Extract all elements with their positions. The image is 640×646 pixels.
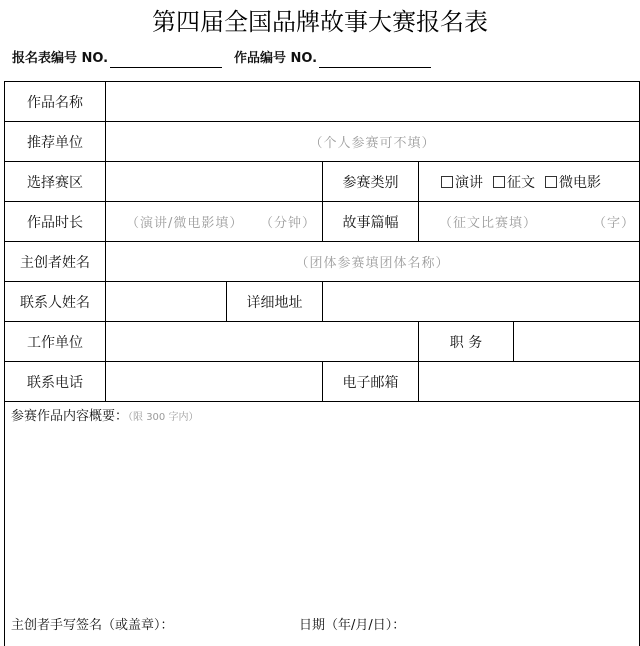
row-contact-address <box>5 282 639 322</box>
duration-field[interactable] <box>105 202 322 241</box>
length-hint: （征文比赛填） <box>439 216 538 231</box>
author-hint: （团体参赛填团体名称） <box>295 256 450 271</box>
form-number-label: 报名表编号 NO. <box>12 51 109 66</box>
length-label: 故事篇幅 <box>322 202 418 241</box>
phone-field[interactable] <box>105 362 322 401</box>
category-option-essay[interactable] <box>493 172 535 192</box>
position-label: 职 务 <box>418 322 513 361</box>
row-phone-email <box>5 362 639 402</box>
checkbox-icon <box>493 176 505 188</box>
region-label: 选择赛区 <box>27 174 83 191</box>
duration-unit: （分钟） <box>259 216 316 231</box>
phone-label: 联系电话 <box>27 374 83 391</box>
work-name-label: 作品名称 <box>27 94 83 111</box>
recommender-field[interactable] <box>105 122 639 161</box>
row-work-name <box>5 82 639 122</box>
author-label: 主创者姓名 <box>20 254 90 271</box>
address-field[interactable] <box>322 282 639 321</box>
length-unit: （字） <box>592 216 635 231</box>
registration-form <box>4 81 640 646</box>
category-label: 参赛类别 <box>322 162 418 201</box>
row-duration-length <box>5 202 639 242</box>
category-option-film[interactable] <box>545 172 601 192</box>
contact-field[interactable] <box>105 282 226 321</box>
row-author <box>5 242 639 282</box>
category-options <box>418 162 639 201</box>
signature-label: 主创者手写签名（或盖章）： <box>11 618 174 633</box>
length-field[interactable] <box>418 202 639 241</box>
duration-label: 作品时长 <box>27 214 83 231</box>
employer-label: 工作单位 <box>27 334 83 351</box>
region-field[interactable] <box>105 162 322 201</box>
summary-limit: （限 300 字内） <box>128 412 199 423</box>
summary-label <box>11 405 198 424</box>
employer-field[interactable] <box>105 322 418 361</box>
work-number-label: 作品编号 NO. <box>234 51 318 66</box>
form-number <box>12 50 222 68</box>
work-name-field[interactable] <box>105 82 639 121</box>
category-option-label: 征文 <box>507 174 535 191</box>
address-label: 详细地址 <box>226 282 322 321</box>
email-field[interactable] <box>418 362 639 401</box>
recommender-hint: （个人参赛可不填） <box>309 136 436 151</box>
duration-hint: （演讲/微电影填） <box>126 216 244 231</box>
contact-label: 联系人姓名 <box>20 294 90 311</box>
email-label: 电子邮箱 <box>322 362 418 401</box>
work-number <box>234 50 431 68</box>
work-number-field[interactable] <box>319 53 431 68</box>
row-employer-position <box>5 322 639 362</box>
category-option-speech[interactable] <box>441 172 483 192</box>
recommender-label: 推荐单位 <box>27 134 83 151</box>
checkbox-icon <box>441 176 453 188</box>
category-option-label: 微电影 <box>559 174 601 191</box>
row-region-category <box>5 162 639 202</box>
checkbox-icon <box>545 176 557 188</box>
form-title: 第四届全国品牌故事大赛报名表 <box>152 8 488 36</box>
row-recommender <box>5 122 639 162</box>
summary-label-text: 参赛作品内容概要： <box>11 409 129 424</box>
author-field[interactable] <box>105 242 639 281</box>
summary-section[interactable] <box>5 402 639 646</box>
form-number-field[interactable] <box>110 53 222 68</box>
position-field[interactable] <box>513 322 639 361</box>
date-label: 日期（年/月/日）： <box>299 618 406 633</box>
category-option-label: 演讲 <box>455 174 483 191</box>
